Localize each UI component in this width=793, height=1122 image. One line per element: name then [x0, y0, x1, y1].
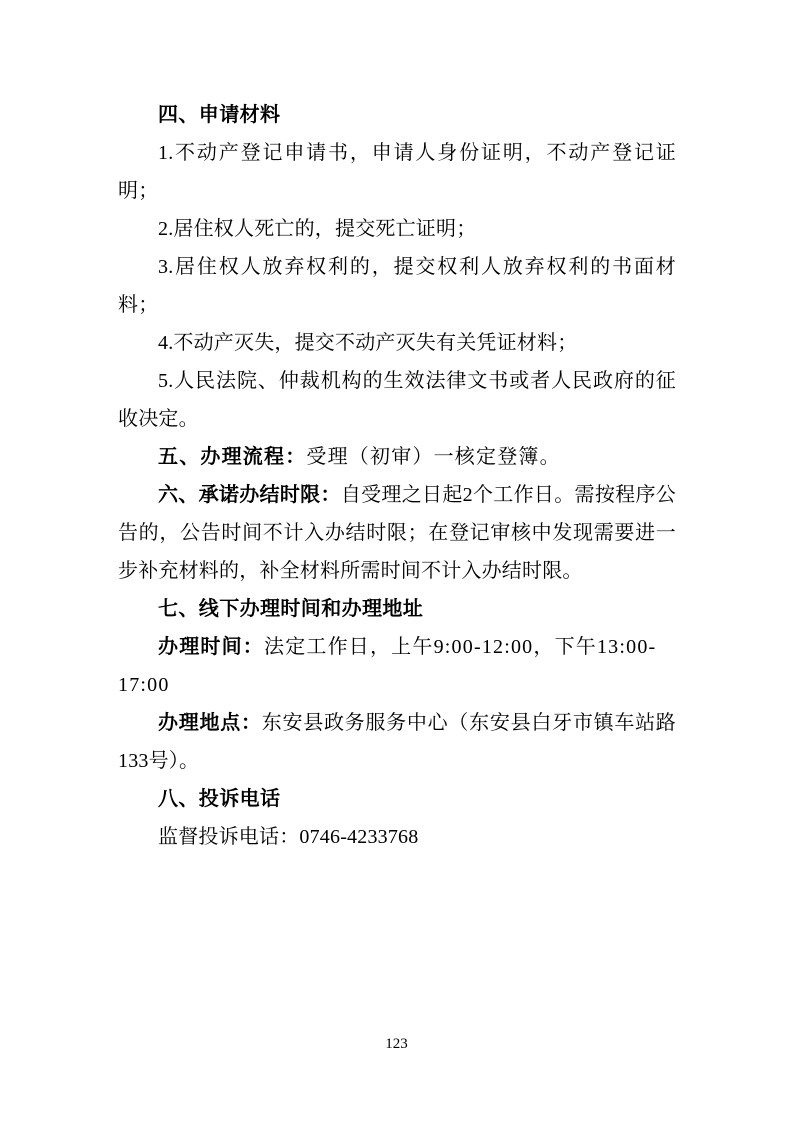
section-five-label: 五、办理流程：: [158, 446, 307, 468]
page-number: 123: [385, 1036, 408, 1052]
office-address-label: 办理地点：: [158, 712, 262, 734]
material-item-3: 3.居住权人放弃权利的，提交权利人放弃权利的书面材料；: [118, 256, 676, 316]
office-hours-value: 法定工作日，上午9:00-12:00，下午13:00-17:00: [118, 636, 657, 696]
document-body: [118, 96, 676, 856]
section-heading-eight: 八、投诉电话: [158, 788, 281, 810]
material-item-2: 2.居住权人死亡的，提交死亡证明；: [158, 218, 477, 240]
office-address-value: 东安县政务服务中心（东安县白牙市镇车站路133号）。: [118, 712, 677, 772]
material-item-1: 1.不动产登记申请书，申请人身份证明，不动产登记证明；: [118, 142, 676, 202]
section-five-text: 受理（初审）一核定登簿。: [306, 446, 561, 468]
section-six-label: 六、承诺办结时限：: [158, 484, 341, 506]
office-hours-label: 办理时间：: [158, 636, 264, 658]
section-six-deadline: [118, 476, 676, 590]
section-five-process: [118, 438, 676, 476]
office-hours-line: [118, 628, 676, 704]
section-heading-four: 四、申请材料: [158, 104, 281, 126]
complaint-phone-line: 监督投诉电话：0746-4233768: [158, 826, 419, 848]
office-address-line: [118, 704, 676, 780]
material-item-5: 5.人民法院、仲裁机构的生效法律文书或者人民政府的征收决定。: [118, 370, 676, 430]
section-six-text: 自受理之日起2个工作日。需按程序公告的，公告时间不计入办结时限；在登记审核中发现需要进一步补充材料的，补全材料所需时间不计入办结时限。: [118, 484, 676, 582]
material-item-4: 4.不动产灭失，提交不动产灭失有关凭证材料；: [158, 332, 578, 354]
section-heading-seven: 七、线下办理时间和办理地址: [158, 598, 424, 620]
